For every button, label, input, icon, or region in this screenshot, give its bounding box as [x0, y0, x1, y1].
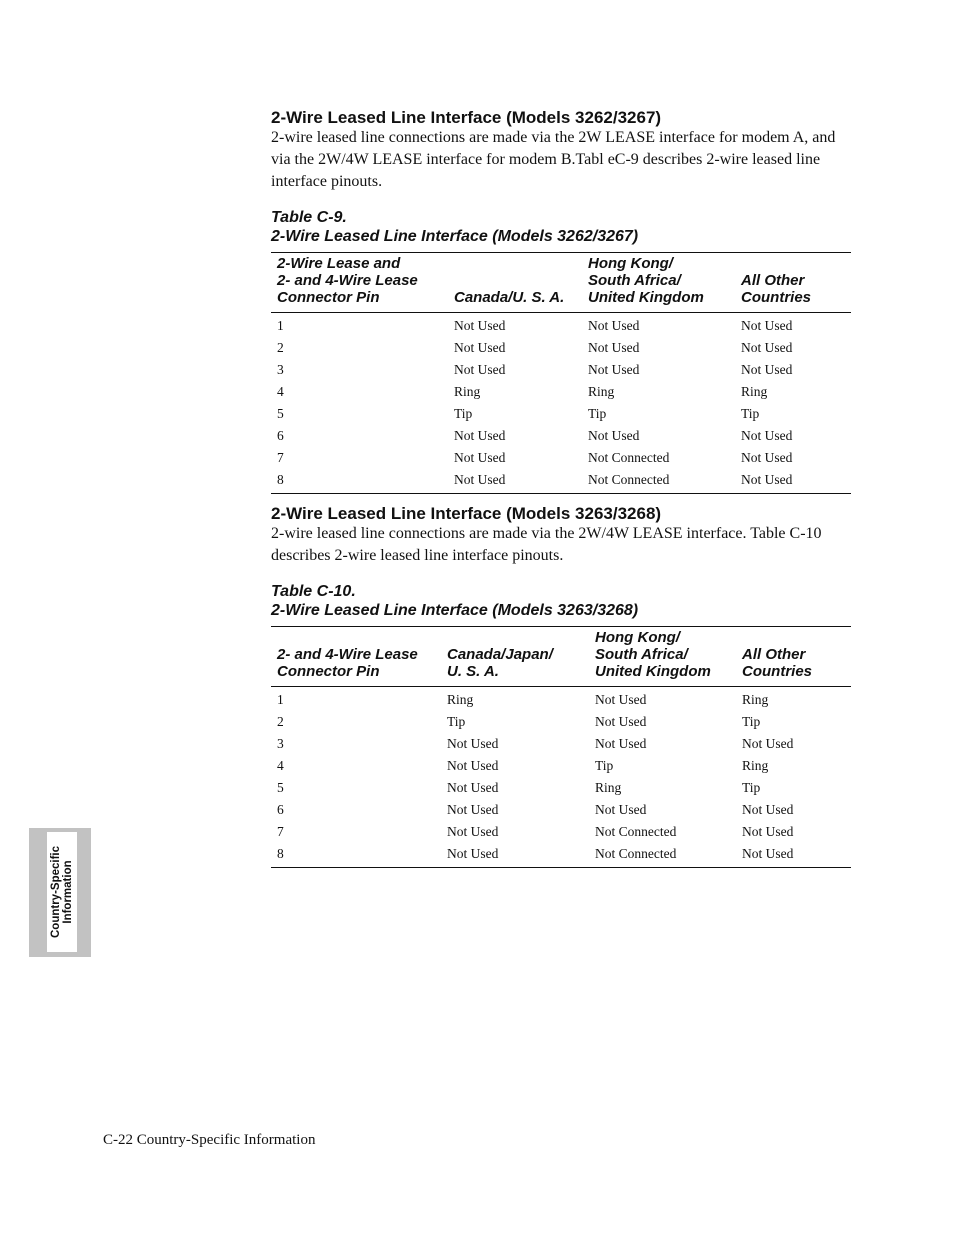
column-header: [271, 627, 441, 687]
table-title: [271, 208, 638, 246]
table-row: [271, 687, 851, 712]
column-header-line: Connector Pin: [277, 289, 380, 306]
table-number: Table C-9.: [271, 209, 347, 226]
side-tab-line: Information: [62, 860, 74, 924]
table-cell: Tip: [595, 758, 614, 773]
table-cell: Not Used: [447, 824, 499, 839]
table-cell: Not Used: [741, 362, 793, 377]
table-row: [271, 469, 851, 494]
table-row: [271, 337, 851, 359]
side-tab: [29, 828, 91, 957]
table-cell: 7: [277, 450, 284, 465]
table-cell: Not Used: [454, 340, 506, 355]
table-cell: 5: [277, 780, 284, 795]
column-header: [448, 253, 582, 313]
column-header: [736, 627, 851, 687]
side-tab-label-box: [47, 832, 77, 952]
table-row: [271, 711, 851, 733]
table-cell: Not Used: [742, 824, 794, 839]
table-cell: Ring: [742, 758, 769, 773]
table-cell: Tip: [741, 406, 760, 421]
column-header-line: South Africa/: [588, 272, 681, 289]
page-footer: C-22 Country-Specific Information: [103, 1132, 316, 1148]
side-tab-label: [50, 835, 74, 949]
table-cell: Ring: [595, 780, 622, 795]
column-header-line: 2- and 4-Wire Lease: [277, 646, 418, 663]
column-header-line: 2- and 4-Wire Lease: [277, 272, 418, 289]
column-header-line: Hong Kong/: [595, 629, 680, 646]
table-cell: 2: [277, 340, 284, 355]
section-heading: 2-Wire Leased Line Interface (Models 3263/3268): [271, 504, 662, 523]
column-header: [271, 253, 448, 313]
table-cell: Not Used: [595, 714, 647, 729]
table-cell: Tip: [742, 714, 761, 729]
table-cell: Not Used: [447, 780, 499, 795]
column-header-line: United Kingdom: [588, 289, 704, 306]
table-cell: Ring: [447, 692, 474, 707]
table-cell: Ring: [588, 384, 615, 399]
side-tab-line: Country-Specific: [50, 846, 62, 939]
column-header-line: Countries: [741, 289, 812, 306]
table-cell: Not Used: [447, 758, 499, 773]
table-cell: Not Used: [742, 736, 794, 751]
table-cell: Not Used: [454, 362, 506, 377]
table-cell: Not Used: [595, 802, 647, 817]
column-header-line: 2-Wire Lease and: [277, 255, 401, 272]
column-header: [441, 627, 589, 687]
table-cell: 8: [277, 846, 284, 861]
table-row: [271, 733, 851, 755]
table-cell: 8: [277, 472, 284, 487]
table-cell: Not Used: [588, 318, 640, 333]
table-row: [271, 821, 851, 843]
table-cell: Not Used: [454, 450, 506, 465]
section-heading: 2-Wire Leased Line Interface (Models 3262/3267): [271, 108, 662, 127]
table-cell: Ring: [742, 692, 769, 707]
section-paragraph: 2-wire leased line connections are made via the 2W LEASE interface for modem A, and via the 2W/4W LEASE interface for modem B.Tabl eC-9 describes 2-wire leased line interface pinouts.: [271, 129, 836, 190]
table-cell: Not Connected: [595, 824, 677, 839]
table-caption: 2-Wire Leased Line Interface (Models 3262/3267): [271, 228, 639, 245]
pinout-table-c9: [271, 252, 851, 494]
table-cell: Tip: [742, 780, 761, 795]
table-cell: Tip: [454, 406, 473, 421]
table-cell: 4: [277, 384, 284, 399]
column-header-line: All Other: [742, 646, 806, 663]
table-row: [271, 755, 851, 777]
table-cell: Not Used: [447, 846, 499, 861]
table-cell: 2: [277, 714, 284, 729]
pinout-table-c10: [271, 626, 851, 868]
table-cell: 3: [277, 736, 284, 751]
table-cell: Not Connected: [595, 846, 677, 861]
table-cell: Not Used: [741, 450, 793, 465]
table-row: [271, 381, 851, 403]
table-cell: 1: [277, 692, 284, 707]
table-cell: Not Used: [588, 340, 640, 355]
column-header-line: United Kingdom: [595, 663, 711, 680]
table-cell: 1: [277, 318, 284, 333]
table-cell: Not Used: [595, 736, 647, 751]
table-row: [271, 403, 851, 425]
table-row: [271, 359, 851, 381]
table-cell: Not Used: [588, 428, 640, 443]
column-header-line: South Africa/: [595, 646, 688, 663]
table-row: [271, 313, 851, 338]
table-cell: Tip: [447, 714, 466, 729]
column-header: [582, 253, 735, 313]
table-cell: Not Used: [454, 318, 506, 333]
table-cell: Not Used: [742, 846, 794, 861]
table-cell: Not Used: [447, 736, 499, 751]
table-cell: Ring: [454, 384, 481, 399]
column-header: [589, 627, 736, 687]
table-row: [271, 447, 851, 469]
table-cell: Not Used: [588, 362, 640, 377]
table-cell: Tip: [588, 406, 607, 421]
table-cell: Not Used: [741, 472, 793, 487]
table-header-row: [271, 627, 851, 687]
table-cell: Not Used: [742, 802, 794, 817]
table-row: [271, 799, 851, 821]
column-header-line: All Other: [741, 272, 805, 289]
column-header-line: Hong Kong/: [588, 255, 673, 272]
table-cell: 7: [277, 824, 284, 839]
column-header: [735, 253, 851, 313]
table-cell: Not Used: [454, 428, 506, 443]
column-header-line: U. S. A.: [447, 663, 499, 680]
table-row: [271, 843, 851, 868]
table-row: [271, 777, 851, 799]
table-cell: Not Connected: [588, 472, 670, 487]
table-cell: 3: [277, 362, 284, 377]
table-cell: Not Used: [741, 318, 793, 333]
table-cell: Not Used: [741, 428, 793, 443]
table-cell: Not Used: [741, 340, 793, 355]
table-cell: Not Used: [595, 692, 647, 707]
table-cell: 4: [277, 758, 284, 773]
table-caption: 2-Wire Leased Line Interface (Models 3263/3268): [271, 602, 639, 619]
section-paragraph: 2-wire leased line connections are made via the 2W/4W LEASE interface. Table C-10 describes 2-wire leased line interface pinouts.: [271, 525, 822, 564]
table-cell: 6: [277, 802, 284, 817]
table-number: Table C-10.: [271, 583, 356, 600]
table-row: [271, 425, 851, 447]
table-cell: Not Connected: [588, 450, 670, 465]
table-cell: 6: [277, 428, 284, 443]
table-cell: 5: [277, 406, 284, 421]
column-header-line: Canada/U. S. A.: [454, 289, 565, 306]
table-header-row: [271, 253, 851, 313]
column-header-line: Connector Pin: [277, 663, 380, 680]
table-cell: Not Used: [454, 472, 506, 487]
table-title: [271, 582, 638, 620]
column-header-line: Countries: [742, 663, 813, 680]
table-cell: Ring: [741, 384, 768, 399]
table-cell: Not Used: [447, 802, 499, 817]
column-header-line: Canada/Japan/: [447, 646, 553, 663]
